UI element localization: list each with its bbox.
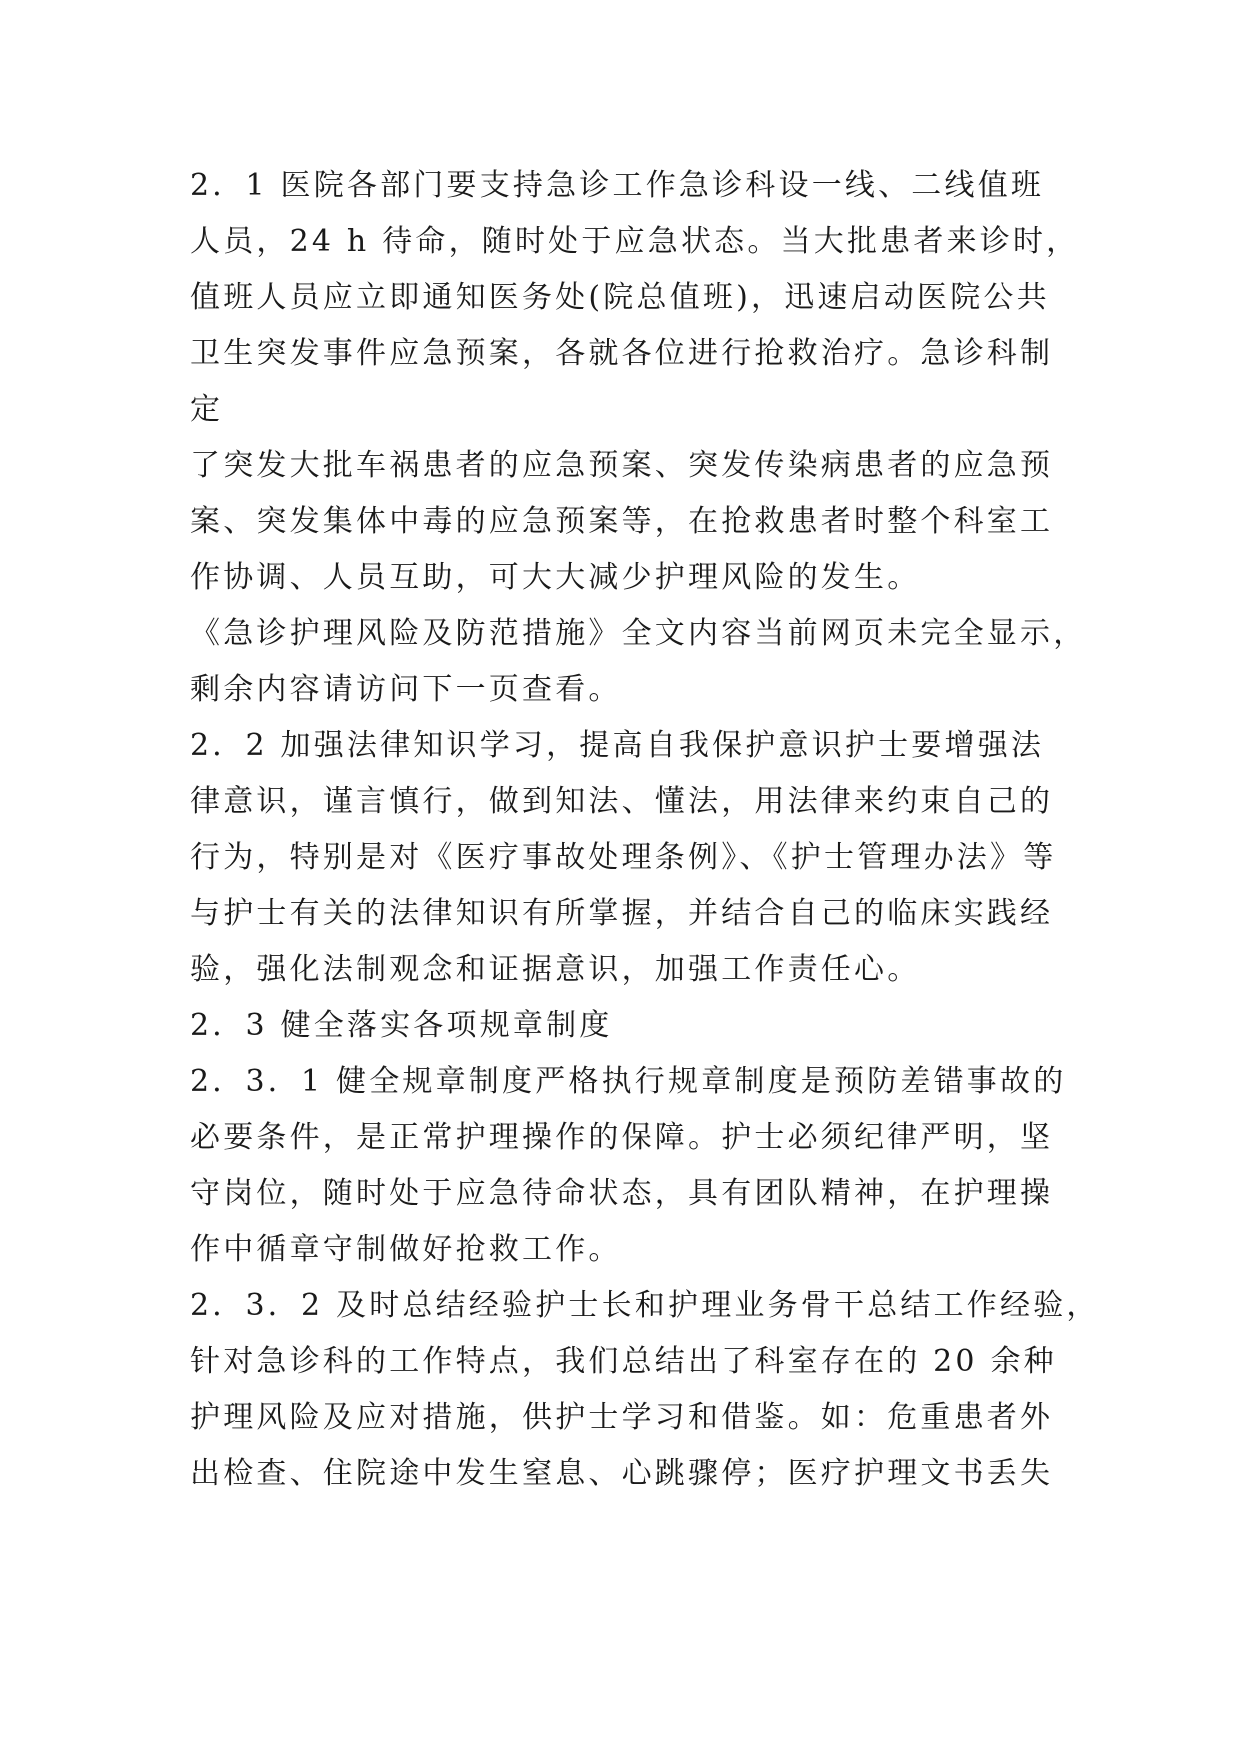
text-line: 行为，特别是对《医疗事故处理条例》、《护士管理办法》等 <box>190 840 1057 875</box>
text-line: 值班人员应立即通知医务处(院总值班)，迅速启动医院公共 <box>190 280 1050 315</box>
text-line: 卫生突发事件应急预案，各就各位进行抢救治疗。急诊科制 <box>190 336 1054 371</box>
text-line: 护理风险及应对措施，供护士学习和借鉴。如：危重患者外 <box>190 1400 1054 1435</box>
text-line: 2．1 医院各部门要支持急诊工作急诊科设一线、二线值班 <box>190 168 1045 203</box>
text-line: 针对急诊科的工作特点，我们总结出了科室存在的 20 余种 <box>190 1344 1057 1379</box>
text-line: 2．3．1 健全规章制度严格执行规章制度是预防差错事故的 <box>190 1064 1067 1099</box>
text-line: 出检查、住院途中发生窒息、心跳骤停；医疗护理文书丢失 <box>190 1456 1054 1491</box>
text-line: 验，强化法制观念和证据意识，加强工作责任心。 <box>190 952 921 987</box>
text-line: 2．2 加强法律知识学习，提高自我保护意识护士要增强法 <box>190 728 1045 763</box>
text-line: 2．3．2 及时总结经验护士长和护理业务骨干总结工作经验， <box>190 1288 1100 1323</box>
text-line: 作中循章守制做好抢救工作。 <box>190 1232 622 1267</box>
text-line: 剩余内容请访问下一页查看。 <box>190 672 622 707</box>
text-line: 定 <box>190 392 224 427</box>
text-line: 案、突发集体中毒的应急预案等，在抢救患者时整个科室工 <box>190 504 1054 539</box>
text-line: 了突发大批车祸患者的应急预案、突发传染病患者的应急预 <box>190 448 1054 483</box>
text-line: 作协调、人员互助，可大大减少护理风险的发生。 <box>190 560 921 595</box>
text-line: 与护士有关的法律知识有所掌握，并结合自己的临床实践经 <box>190 896 1054 931</box>
text-line: 律意识，谨言慎行，做到知法、懂法，用法律来约束自己的 <box>190 784 1054 819</box>
text-line: 2．3 健全落实各项规章制度 <box>190 1008 613 1043</box>
document-body <box>190 158 1100 1502</box>
text-line: 必要条件，是正常护理操作的保障。护士必须纪律严明，坚 <box>190 1120 1054 1155</box>
text-line: 《急诊护理风险及防范措施》全文内容当前网页未完全显示， <box>190 616 1087 651</box>
text-line: 人员，24 h 待命，随时处于应急状态。当大批患者来诊时， <box>190 224 1080 259</box>
text-line: 守岗位，随时处于应急待命状态，具有团队精神，在护理操 <box>190 1176 1054 1211</box>
